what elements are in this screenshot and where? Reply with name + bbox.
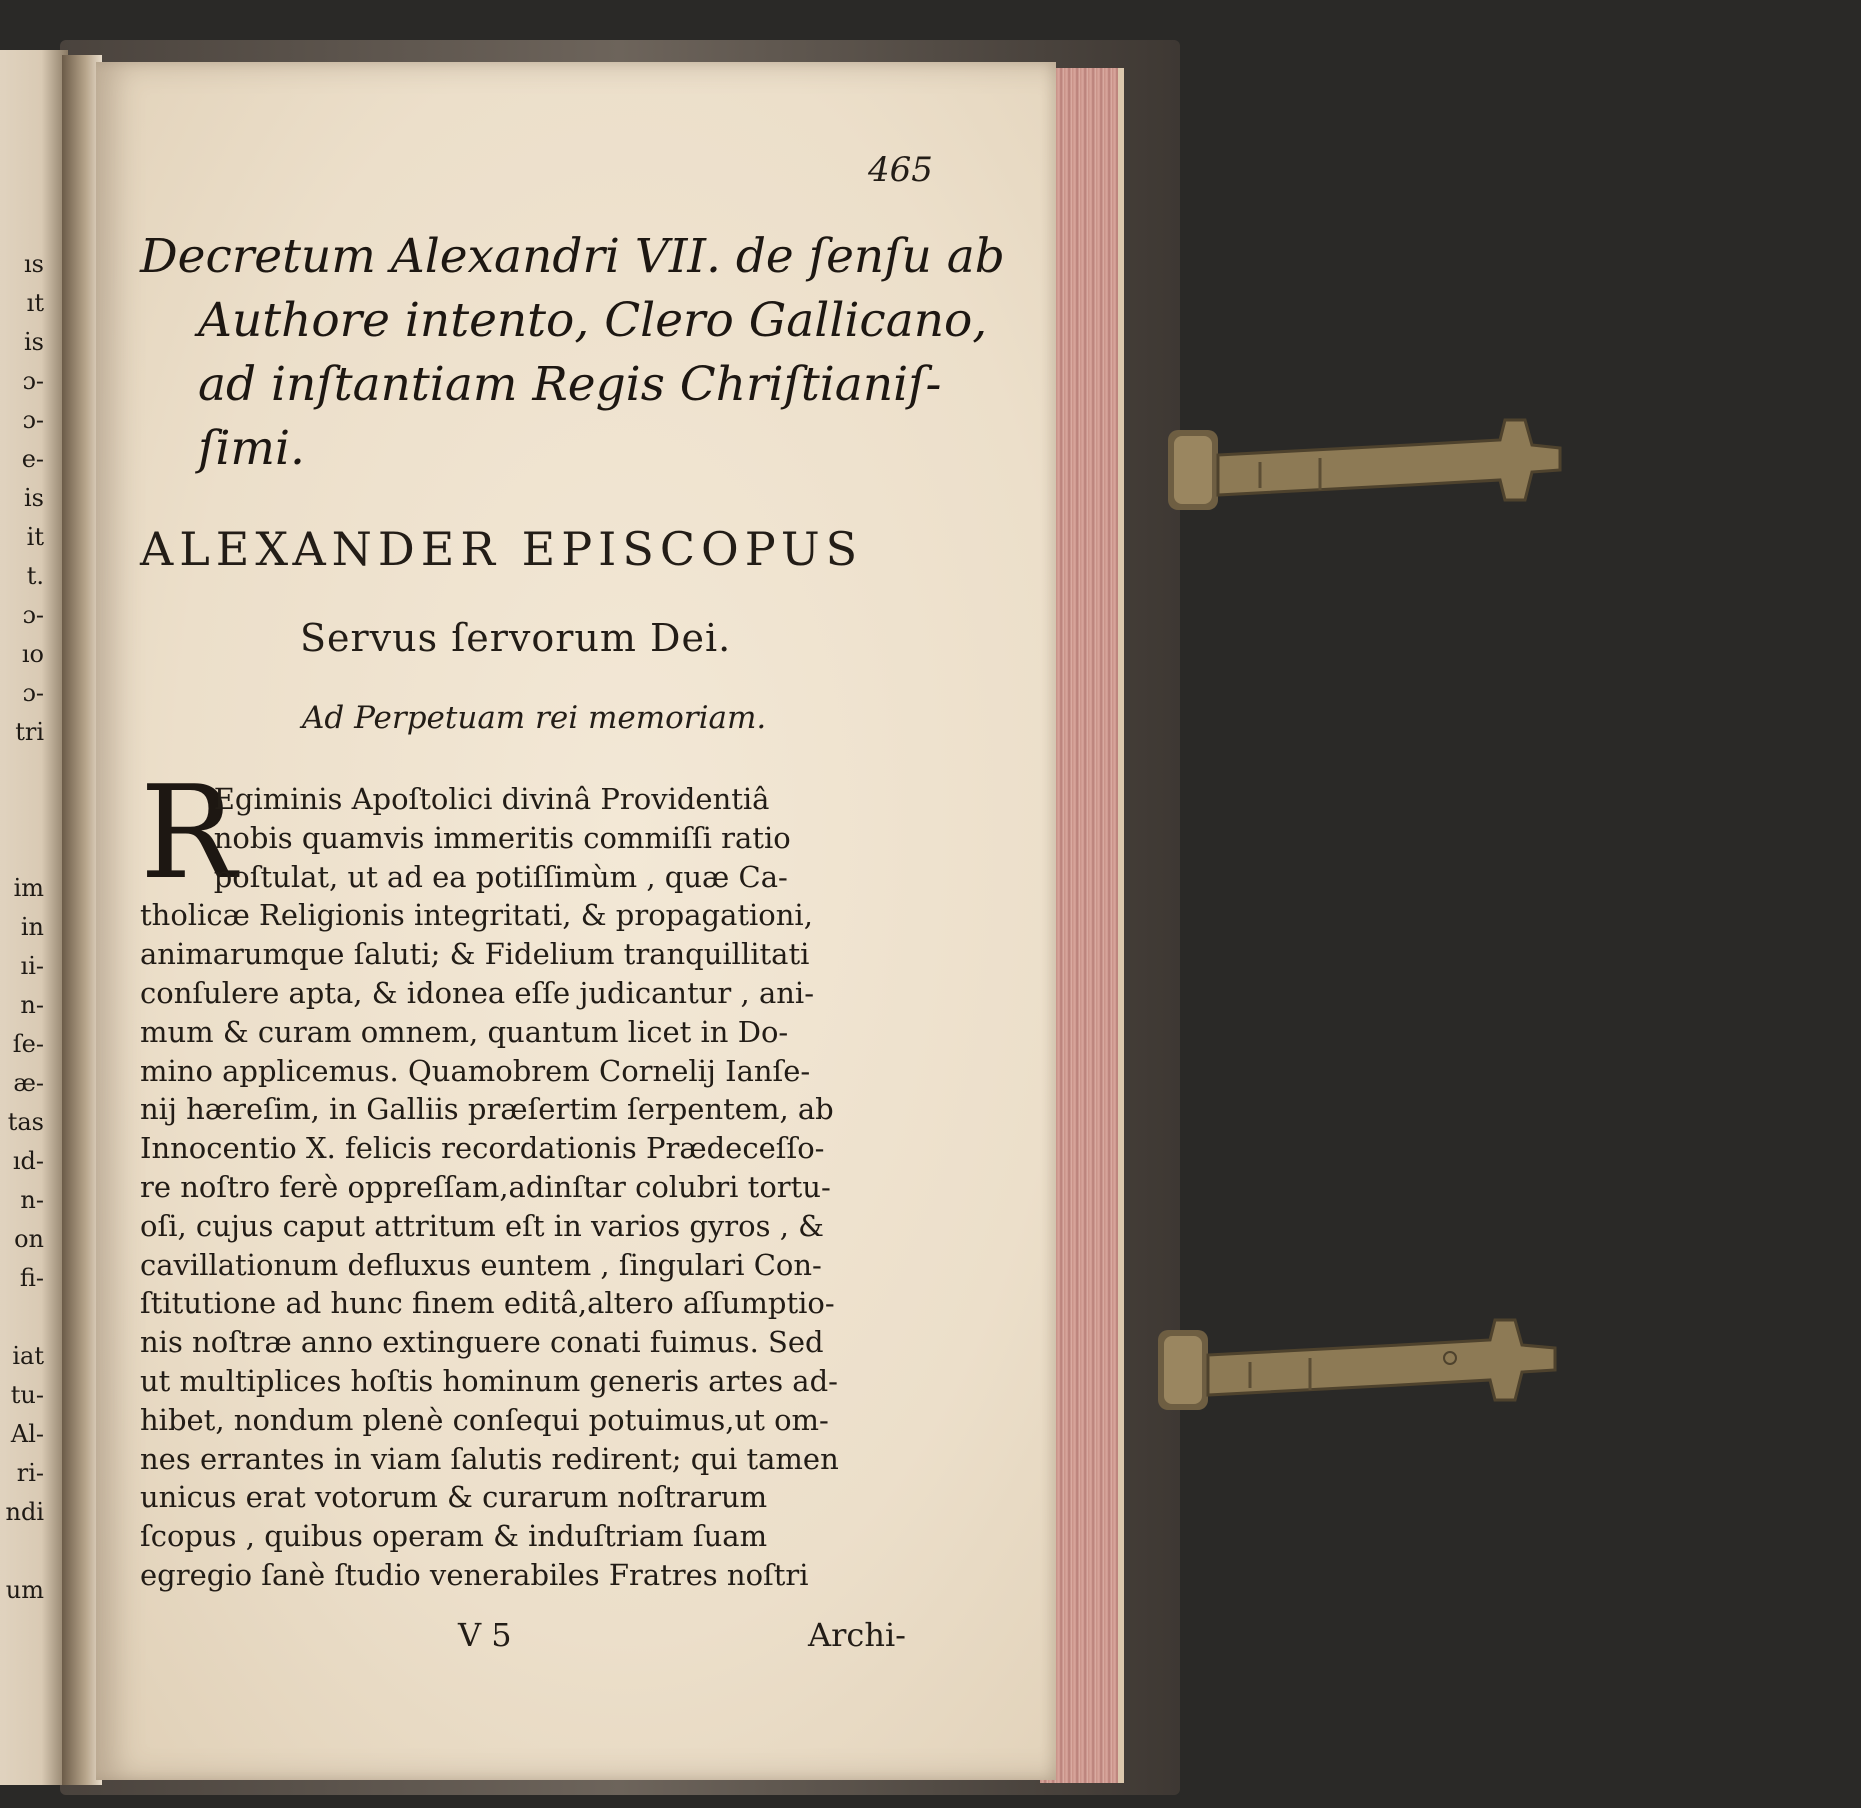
body-line: conſulere apta, & idonea eſſe judicantur , ani- — [140, 975, 814, 1010]
body-line: Innocentio X. felicis recordationis Prædeceſſo- — [140, 1131, 825, 1166]
body-line: nobis quamvis immeritis commiſſi ratio — [140, 820, 791, 855]
body-line: mum & curam omnem, quantum licet in Do- — [140, 1014, 789, 1049]
lower-clasp — [1150, 1300, 1610, 1450]
body-line: Egiminis Apoſtolici divinâ Providentiâ — [140, 782, 770, 816]
drop-capital: R — [140, 759, 237, 908]
body-line: animarumque ſaluti; & Fidelium tranquillitati — [140, 937, 810, 972]
body-line: egregio ſanè ſtudio venerabiles Fratres noſtri — [140, 1557, 809, 1592]
body-line: ut multiplices hoſtis hominum generis artes ad- — [140, 1363, 838, 1398]
body-line: oſi, cujus caput attritum eſt in varios gyros , & — [140, 1208, 824, 1243]
decree-title — [140, 225, 1005, 481]
body-text — [140, 780, 930, 1595]
title-line: Authore intento, Clero Gallicano, — [198, 293, 988, 348]
heading-alexander-episcopus: ALEXANDER EPISCOPUS — [140, 522, 864, 576]
title-line: Decretum Alexandri VII. de ſenſu ab — [140, 229, 1005, 284]
heading-ad-perpetuam: Ad Perpetuam rei memoriam. — [302, 700, 767, 736]
body-line: tholicæ Religionis integritati, & propagationi, — [140, 898, 813, 933]
body-line: cavillationum defluxus euntem , ſingulari Con- — [140, 1247, 822, 1282]
catchword: Archi- — [808, 1616, 906, 1654]
body-line: nis noſtræ anno extinguere conati fuimus. Sed — [140, 1325, 824, 1360]
heading-servus-servorum: Servus ſervorum Dei. — [300, 616, 732, 660]
body-line: nes errantes in viam ſalutis redirent; qui tamen — [140, 1441, 839, 1476]
title-line: ſimi. — [198, 421, 305, 476]
body-line: unicus erat votorum & curarum noſtrarum — [140, 1480, 768, 1515]
body-line: nij hæreſim, in Galliis præſertim ſerpentem, ab — [140, 1092, 834, 1127]
upper-clasp — [1160, 400, 1610, 550]
body-line: hibet, nondum plenè conſequi potuimus,ut om- — [140, 1402, 829, 1437]
left-page-text-fragments: ıs ıt is ɔ- ɔ- e- is it t. ɔ- ıo ɔ- tri im in ıi- n- ſe- æ- tas ıd- n- on fi- iat tu- Al- ri- ndi um — [5, 250, 44, 1604]
body-line: re noſtro ferè oppreſſam,adinſtar colubri tortu- — [140, 1169, 831, 1204]
body-line: mino applicemus. Quamobrem Cornelij Ianſe- — [140, 1053, 811, 1088]
body-line: poſtulat, ut ad ea potiſſimùm , quæ Ca- — [140, 859, 788, 894]
title-line: ad inſtantiam Regis Chriſtianiſ- — [198, 357, 942, 412]
page-number: 465 — [868, 150, 933, 190]
left-page — [0, 50, 68, 1785]
body-line: ſcopus , quibus operam & induſtriam ſuam — [140, 1519, 768, 1554]
body-line: ſtitutione ad hunc finem editâ,altero aſſumptio- — [140, 1286, 835, 1321]
signature-mark: V 5 — [458, 1616, 512, 1654]
